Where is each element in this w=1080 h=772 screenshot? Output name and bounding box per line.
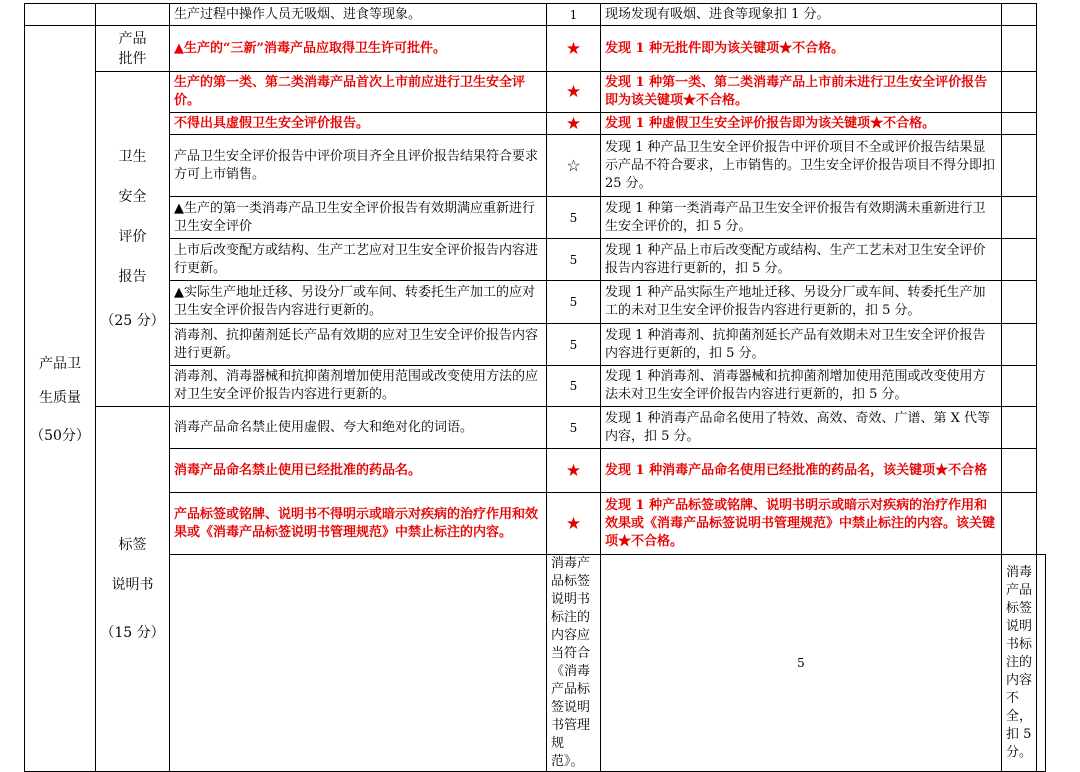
key-item-star-icon: ★ xyxy=(547,113,601,135)
table-row xyxy=(25,113,1046,135)
remark-cell xyxy=(1002,449,1037,493)
requirement-cell: ▲生产的第一类消毒产品卫生安全评价报告有效期满应重新进行卫生安全评价 xyxy=(170,197,547,239)
evaluation-score: （25 分） xyxy=(100,313,165,329)
evaluation-subcategory xyxy=(96,72,170,407)
key-item-star-icon: ★ xyxy=(547,449,601,493)
deduction-cell: 发现 1 种无批件即为该关键项★不合格。 xyxy=(601,26,1002,72)
table-row xyxy=(25,135,1046,197)
evaluation-table xyxy=(24,3,1046,772)
category-cell-bottom xyxy=(170,555,547,772)
remark-cell xyxy=(1002,281,1037,324)
requirement-cell: ▲生产的“三新”消毒产品应取得卫生许可批件。 xyxy=(170,26,547,72)
requirement-cell: 产品标签或铭牌、说明书不得明示或暗示对疾病的治疗作用和效果或《消毒产品标签说明书管理规范》中禁止标注的内容。 xyxy=(170,493,547,555)
deduction-cell: 发现 1 种虚假卫生安全评价报告即为该关键项★不合格。 xyxy=(601,113,1002,135)
deduction-cell: 发现 1 种消毒产品命名使用已经批准的药品名，该关键项★不合格 xyxy=(601,449,1002,493)
score-cell: 5 xyxy=(547,281,601,324)
requirement-cell: 上市后改变配方或结构、生产工艺应对卫生安全评价报告内容进行更新。 xyxy=(170,239,547,281)
category-cell-top xyxy=(25,4,96,26)
remark-cell xyxy=(1002,113,1037,135)
score-cell: 5 xyxy=(547,324,601,366)
evaluation-line-4: 报告 xyxy=(118,269,147,285)
requirement-cell: 不得出具虚假卫生安全评价报告。 xyxy=(170,113,547,135)
label-subcategory xyxy=(96,407,170,772)
deduction-cell: 发现 1 种消毒剂、消毒器械和抗抑菌剂增加使用范围或改变使用方法未对卫生安全评价报告内容进行更新的，扣 5 分。 xyxy=(601,366,1002,407)
remark-cell xyxy=(1002,4,1037,26)
category-line-1: 产品卫 xyxy=(39,355,81,372)
product-hygiene-category xyxy=(25,26,96,772)
hollow-star-icon: ☆ xyxy=(547,135,601,197)
remark-cell xyxy=(1037,555,1046,772)
subcategory-cell-top xyxy=(96,4,170,26)
remark-cell xyxy=(1002,72,1037,113)
category-score: （50分） xyxy=(30,427,90,444)
score-cell: 5 xyxy=(547,366,601,407)
requirement-cell: 消毒产品命名禁止使用虚假、夸大和绝对化的词语。 xyxy=(170,407,547,449)
table-row xyxy=(25,239,1046,281)
remark-cell xyxy=(1002,26,1037,72)
deduction-cell: 发现 1 种产品卫生安全评价报告中评价项目不全或评价报告结果显示产品不符合要求，上市销售的。卫生安全评价报告项目不得分即扣 25 分。 xyxy=(601,135,1002,197)
deduction-cell: 发现 1 种产品上市后改变配方或结构、生产工艺未对卫生安全评价报告内容进行更新的，扣 5 分。 xyxy=(601,239,1002,281)
deduction-cell: 发现 1 种消毒剂、抗抑菌剂延长产品有效期未对卫生安全评价报告内容进行更新的，扣 5 分。 xyxy=(601,324,1002,366)
label-line-2: 说明书 xyxy=(111,577,154,593)
remark-cell xyxy=(1002,493,1037,555)
key-item-star-icon: ★ xyxy=(547,493,601,555)
label-score: （15 分） xyxy=(100,625,165,641)
label-line-1: 标签 xyxy=(118,537,147,553)
score-cell: 5 xyxy=(547,407,601,449)
requirement-cell: 生产的第一类、第二类消毒产品首次上市前应进行卫生安全评价。 xyxy=(170,72,547,113)
evaluation-line-2: 安全 xyxy=(118,189,147,205)
evaluation-line-3: 评价 xyxy=(118,229,147,245)
approval-line-2: 批件 xyxy=(118,50,147,67)
remark-cell xyxy=(1002,324,1037,366)
table-row xyxy=(25,366,1046,407)
table-row xyxy=(25,72,1046,113)
requirement-cell: 消毒产品标签说明书标注的内容应当符合《消毒产品标签说明书管理规范》。 xyxy=(547,555,601,772)
deduction-cell: 发现 1 种产品实际生产地址迁移、另设分厂或车间、转委托生产加工的未对卫生安全评价报告内容进行更新的，扣 5 分。 xyxy=(601,281,1002,324)
key-item-star-icon: ★ xyxy=(547,26,601,72)
remark-cell xyxy=(1002,407,1037,449)
category-line-2: 生质量 xyxy=(39,389,81,406)
evaluation-line-1: 卫生 xyxy=(118,149,147,165)
deduction-cell: 发现 1 种产品标签或铭牌、说明书明示或暗示对疾病的治疗作用和效果或《消毒产品标签说明书管理规范》中禁止标注的内容。该关键项★不合格。 xyxy=(601,493,1002,555)
table-row xyxy=(25,4,1046,26)
table-row xyxy=(25,281,1046,324)
score-cell: 5 xyxy=(601,555,1002,772)
requirement-cell: 消毒剂、抗抑菌剂延长产品有效期的应对卫生安全评价报告内容进行更新。 xyxy=(170,324,547,366)
deduction-cell: 现场发现有吸烟、进食等现象扣 1 分。 xyxy=(601,4,1002,26)
requirement-cell: 生产过程中操作人员无吸烟、进食等现象。 xyxy=(170,4,547,26)
deduction-cell: 发现 1 种消毒产品命名使用了特效、高效、奇效、广谱、第 X 代等内容，扣 5 分。 xyxy=(601,407,1002,449)
approval-line-1: 产品 xyxy=(118,30,147,47)
remark-cell xyxy=(1002,239,1037,281)
table-row xyxy=(25,197,1046,239)
deduction-cell: 发现 1 种第一类消毒产品卫生安全评价报告有效期满未重新进行卫生安全评价的，扣 5 分。 xyxy=(601,197,1002,239)
table-row xyxy=(25,324,1046,366)
deduction-cell: 消毒产品标签说明书标注的内容不全，扣 5 分。 xyxy=(1002,555,1037,772)
remark-cell xyxy=(1002,197,1037,239)
approval-subcategory xyxy=(96,26,170,72)
deduction-cell: 发现 1 种第一类、第二类消毒产品上市前未进行卫生安全评价报告即为该关键项★不合格。 xyxy=(601,72,1002,113)
key-item-star-icon: ★ xyxy=(547,72,601,113)
requirement-cell: 消毒产品命名禁止使用已经批准的药品名。 xyxy=(170,449,547,493)
requirement-cell: 消毒剂、消毒器械和抗抑菌剂增加使用范围或改变使用方法的应对卫生安全评价报告内容进行更新的。 xyxy=(170,366,547,407)
score-cell: 5 xyxy=(547,197,601,239)
table-row xyxy=(25,407,1046,449)
requirement-cell: 产品卫生安全评价报告中评价项目齐全且评价报告结果符合要求方可上市销售。 xyxy=(170,135,547,197)
table-row xyxy=(25,493,1046,555)
score-cell: 5 xyxy=(547,239,601,281)
table-row xyxy=(25,449,1046,493)
table-row xyxy=(25,555,1046,772)
remark-cell xyxy=(1002,135,1037,197)
score-cell: 1 xyxy=(547,4,601,26)
table-row xyxy=(25,26,1046,72)
remark-cell xyxy=(1002,366,1037,407)
requirement-cell: ▲实际生产地址迁移、另设分厂或车间、转委托生产加工的应对卫生安全评价报告内容进行更新的。 xyxy=(170,281,547,324)
